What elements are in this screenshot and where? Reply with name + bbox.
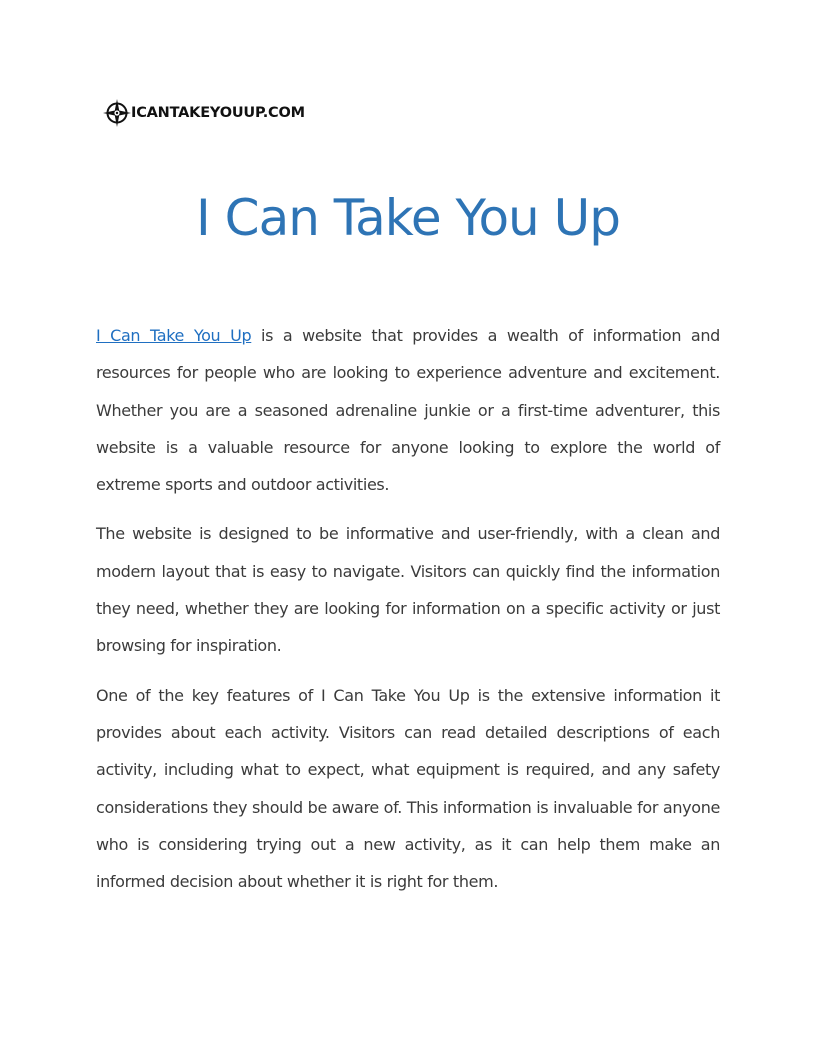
- paragraph-intro: [96, 317, 720, 503]
- paragraph-features: One of the key features of I Can Take You Up is the extensive information it provides about each activity. Visitors can read detailed descriptions of each activity, including what to expect, what equipment is required, and any safety considerations they should be aware of. This information is invaluable for anyone who is considering trying out a new activity, as it can help them make an informed decision about whether it is right for them.: [96, 685, 720, 892]
- paragraph-intro-text: is a website that provides a wealth of information and resources for people who are looking to experience adventure and excitement. Whether you are a seasoned adrenaline junkie or a first-time adventurer, this website is a valuable resource for anyone looking to explore the world of extreme sports and outdoor activities.: [96, 326, 720, 495]
- page-title: I Can Take You Up: [196, 189, 620, 247]
- site-link[interactable]: I Can Take You Up: [96, 326, 252, 345]
- logo-wordmark: ICANTAKEYOUUP.COM: [131, 105, 305, 121]
- article-body: [96, 317, 720, 912]
- compass-star-logo-icon: [102, 98, 132, 128]
- site-logo: [102, 98, 305, 128]
- paragraph-design: The website is designed to be informative and user-friendly, with a clean and modern layout that is easy to navigate. Visitors can quickly find the information they need, whether they are looking for information on a specific activity or just browsing for inspiration.: [96, 524, 720, 656]
